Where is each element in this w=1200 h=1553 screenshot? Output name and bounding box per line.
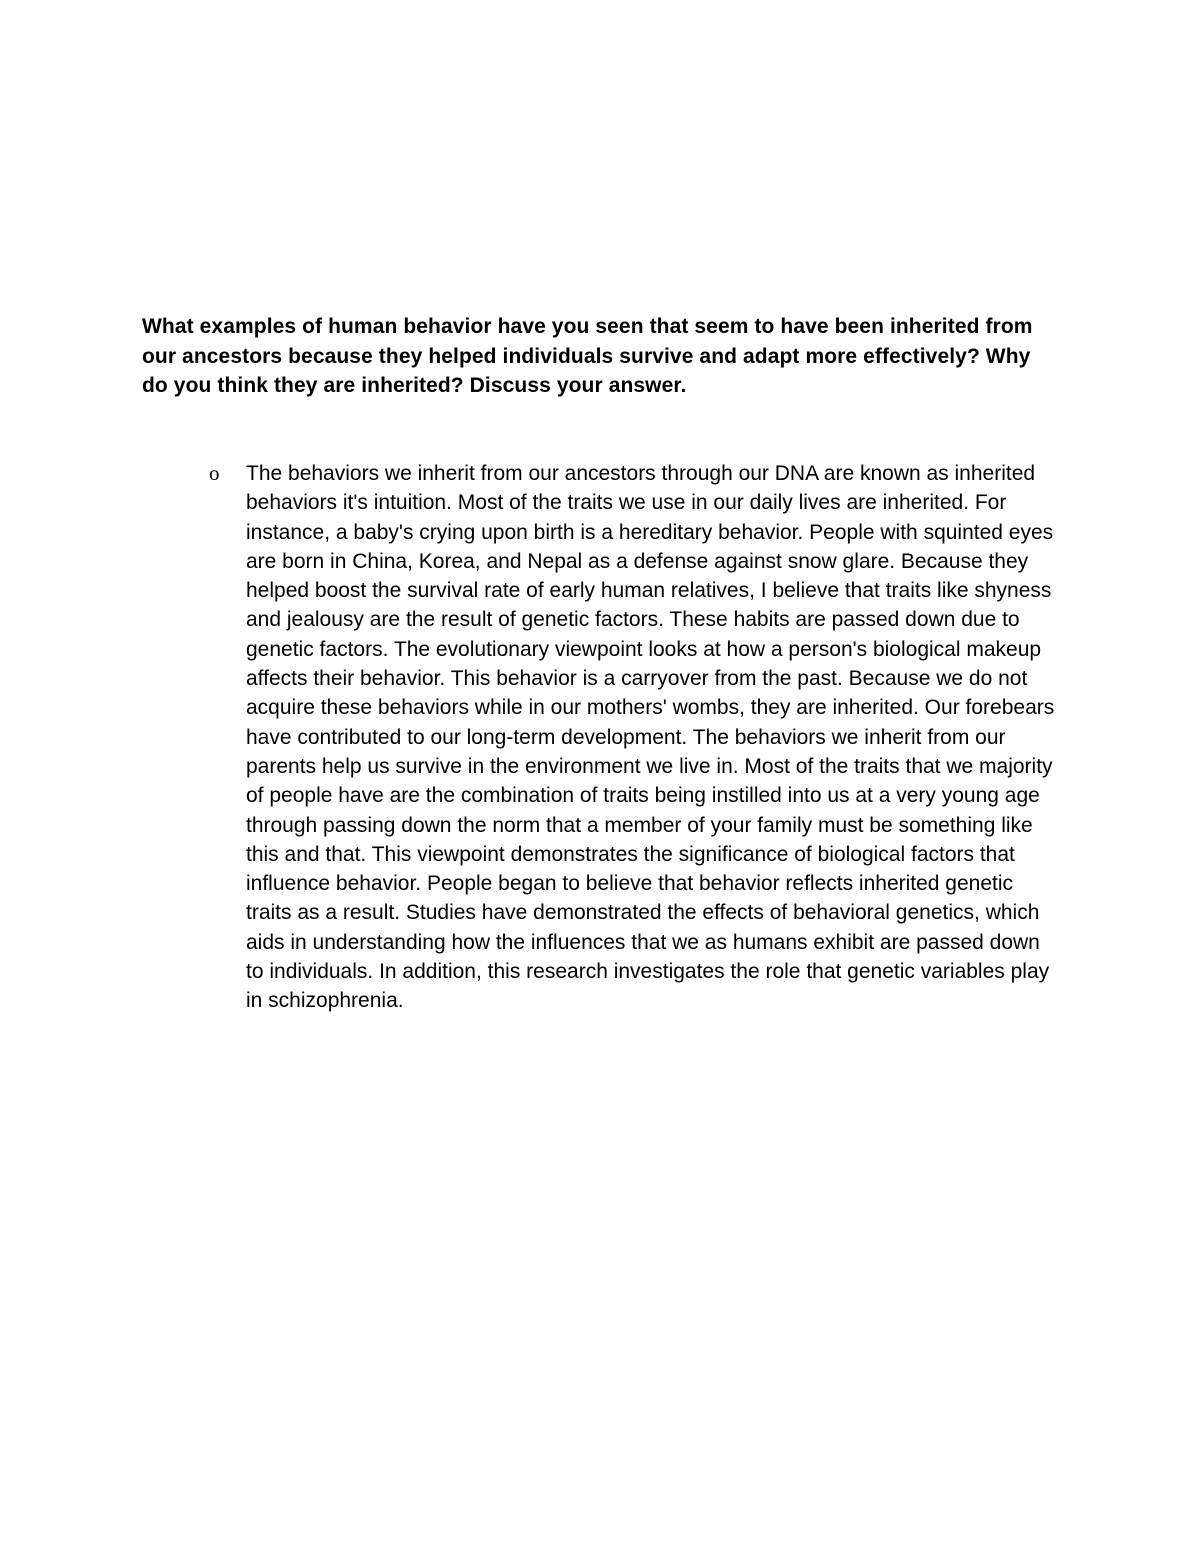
answer-paragraph: The behaviors we inherit from our ancestors through our DNA are known as inherited behaviors it's intuition. Most of the traits we use in our daily lives are inherited. For instance, a baby's crying upon birth is a hereditary behavior. People with squinted eyes are born in China, Korea, and Nepal as a defense against snow glare. Because they helped boost the survival rate of early human relatives, I believe that traits like shyness and jealousy are the result of genetic factors. These habits are passed down due to genetic factors. The evolutionary viewpoint looks at how a person's biological makeup affects their behavior. This behavior is a carryover from the past. Because we do not acquire these behaviors while in our mothers' wombs, they are inherited. Our forebears have contributed to our long-term development. The behaviors we inherit from our parents help us survive in the environment we live in. Most of the traits that we majority of people have are the combination of traits being instilled into us at a very young age through passing down the norm that a member of your family must be something like this and that. This viewpoint demonstrates the significance of biological factors that influence behavior. People began to believe that behavior reflects inherited genetic traits as a result. Studies have demonstrated the effects of behavioral genetics, which aids in understanding how the influences that we as humans exhibit are passed down to individuals. In addition, this research investigates the role that genetic variables play in schizophrenia. [246, 462, 1055, 1013]
hollow-bullet-icon: o [209, 461, 220, 485]
question-heading: What examples of human behavior have you seen that seem to have been inherited from our ancestors because they helped individuals survive and adapt more effectively? Why do you think they are inherited? Discuss your answer. [142, 315, 1033, 397]
list-item [205, 459, 1065, 1016]
answer-list [205, 459, 1065, 1016]
